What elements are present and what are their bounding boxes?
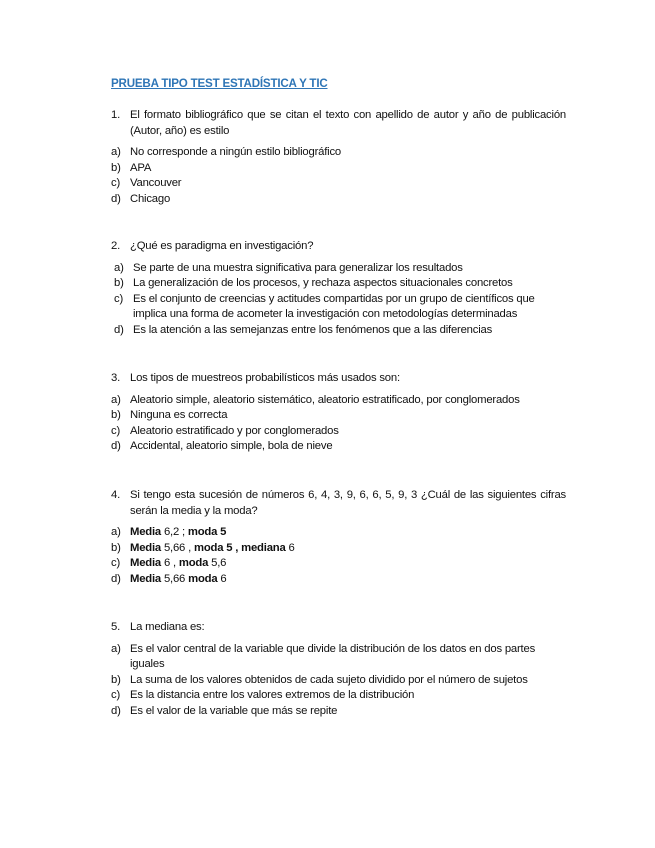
option-letter: a): [111, 642, 121, 655]
option-d: [111, 704, 566, 720]
option-letter: d): [111, 192, 121, 205]
option-letter: c): [111, 177, 121, 190]
option-c: [111, 176, 566, 192]
option-b: [111, 408, 566, 424]
option-letter: b): [114, 277, 124, 290]
option-text-bold-run: Media: [130, 526, 162, 539]
option-text: Aleatorio estratificado y por conglomerados: [130, 424, 339, 437]
option-b: [111, 161, 566, 177]
option-text-run: 5,6: [208, 557, 227, 570]
option-b: [111, 541, 566, 557]
option-letter: d): [114, 323, 124, 336]
question-1: [111, 108, 566, 208]
question-2-stem: [111, 239, 566, 255]
question-5-options: [111, 642, 566, 720]
option-b: [111, 673, 566, 689]
option-letter: d): [111, 440, 121, 453]
option-letter: a): [114, 261, 124, 274]
option-text-run: 5,66 ,: [161, 541, 194, 554]
question-3: [111, 371, 566, 455]
option-letter: b): [111, 161, 121, 174]
question-4-options: [111, 525, 566, 587]
option-text: Chicago: [130, 192, 171, 205]
option-text: Accidental, aleatorio simple, bola de nieve: [130, 440, 333, 453]
option-c: [111, 688, 566, 704]
option-text: [130, 525, 566, 541]
question-number: 2.: [111, 240, 121, 252]
option-text: APA: [130, 161, 152, 174]
option-text: Es la distancia entre los valores extremos de la distribución: [130, 689, 415, 702]
option-text-run: 5,66: [161, 572, 189, 585]
option-text: No corresponde a ningún estilo bibliográfico: [130, 146, 341, 159]
option-a: [111, 642, 566, 673]
option-letter: b): [111, 673, 121, 686]
option-text: Es el valor central de la variable que divide la distribución de los datos en dos partes iguales: [130, 642, 536, 671]
option-text: Ninguna es correcta: [130, 409, 228, 422]
option-text-run: 6,2 ;: [161, 526, 188, 539]
question-3-options: [111, 393, 566, 455]
option-text-bold-run: Media: [130, 572, 162, 585]
option-letter: c): [111, 557, 121, 570]
question-4: [111, 488, 566, 588]
option-d: [111, 192, 566, 208]
option-letter: b): [111, 541, 121, 554]
option-text-run: 6: [285, 541, 295, 554]
option-text: [130, 541, 566, 557]
option-a: [111, 145, 566, 161]
question-4-stem: [111, 488, 566, 519]
question-number: 3.: [111, 372, 121, 384]
option-text-bold-run: moda: [188, 572, 218, 585]
option-text: Vancouver: [130, 177, 182, 190]
option-text-bold-run: Media: [130, 541, 162, 554]
option-d: [111, 439, 566, 455]
option-c: [111, 292, 566, 323]
question-5-stem: [111, 620, 566, 636]
question-number: 4.: [111, 489, 121, 501]
option-text: La suma de los valores obtenidos de cada sujeto dividido por el número de sujetos: [130, 673, 528, 686]
option-letter: c): [111, 689, 121, 702]
question-text: ¿Qué es paradigma en investigación?: [130, 240, 314, 252]
option-text: Aleatorio simple, aleatorio sistemático, aleatorio estratificado, por conglomerados: [130, 393, 520, 406]
document-title: PRUEBA TIPO TEST ESTADÍSTICA Y TIC: [111, 77, 328, 90]
question-text: La mediana es:: [130, 621, 205, 633]
question-1-options: [111, 145, 566, 207]
question-number: 5.: [111, 621, 121, 633]
option-letter: c): [114, 292, 124, 305]
option-a: [111, 261, 566, 277]
option-letter: d): [111, 572, 121, 585]
question-text: Los tipos de muestreos probabilísticos más usados son:: [130, 372, 400, 384]
option-text-run: 6 ,: [161, 557, 179, 570]
option-text-bold-run: moda 5 , mediana: [193, 541, 286, 554]
option-text: Es el valor de la variable que más se repite: [130, 704, 338, 717]
question-1-stem: [111, 108, 566, 139]
option-letter: a): [111, 526, 121, 539]
option-text: Es el conjunto de creencias y actitudes compartidas por un grupo de científicos que implica una forma de acometer la investigación con metodologías determinadas: [133, 292, 535, 321]
option-a: [111, 525, 566, 541]
option-letter: d): [111, 704, 121, 717]
option-a: [111, 393, 566, 409]
option-letter: a): [111, 393, 121, 406]
option-letter: c): [111, 424, 121, 437]
question-2: [111, 239, 566, 339]
option-text: Se parte de una muestra significativa para generalizar los resultados: [133, 261, 463, 274]
option-text: La generalización de los procesos, y rechaza aspectos situacionales concretos: [133, 277, 513, 290]
option-d: [111, 323, 566, 339]
question-2-options: [111, 261, 566, 339]
option-text-run: 6: [217, 572, 227, 585]
option-text-bold-run: moda 5: [187, 526, 227, 539]
option-text: [130, 556, 566, 572]
option-c: [111, 424, 566, 440]
option-d: [111, 572, 566, 588]
question-3-stem: [111, 371, 566, 387]
option-text-bold-run: moda: [178, 557, 209, 570]
option-text: Es la atención a las semejanzas entre los fenómenos que a las diferencias: [133, 323, 493, 336]
question-text: Si tengo esta sucesión de números 6, 4, 3, 9, 6, 6, 5, 9, 3 ¿Cuál de las siguientes cifras serán la media y la moda?: [130, 489, 566, 517]
question-number: 1.: [111, 109, 121, 121]
option-b: [111, 276, 566, 292]
option-text: [130, 572, 566, 588]
question-text: El formato bibliográfico que se citan el texto con apellido de autor y año de publicación (Autor, año) es estilo: [130, 109, 566, 137]
option-letter: a): [111, 146, 121, 159]
question-5: [111, 620, 566, 720]
option-letter: b): [111, 409, 121, 422]
option-text-bold-run: Media: [130, 557, 162, 570]
option-c: [111, 556, 566, 572]
